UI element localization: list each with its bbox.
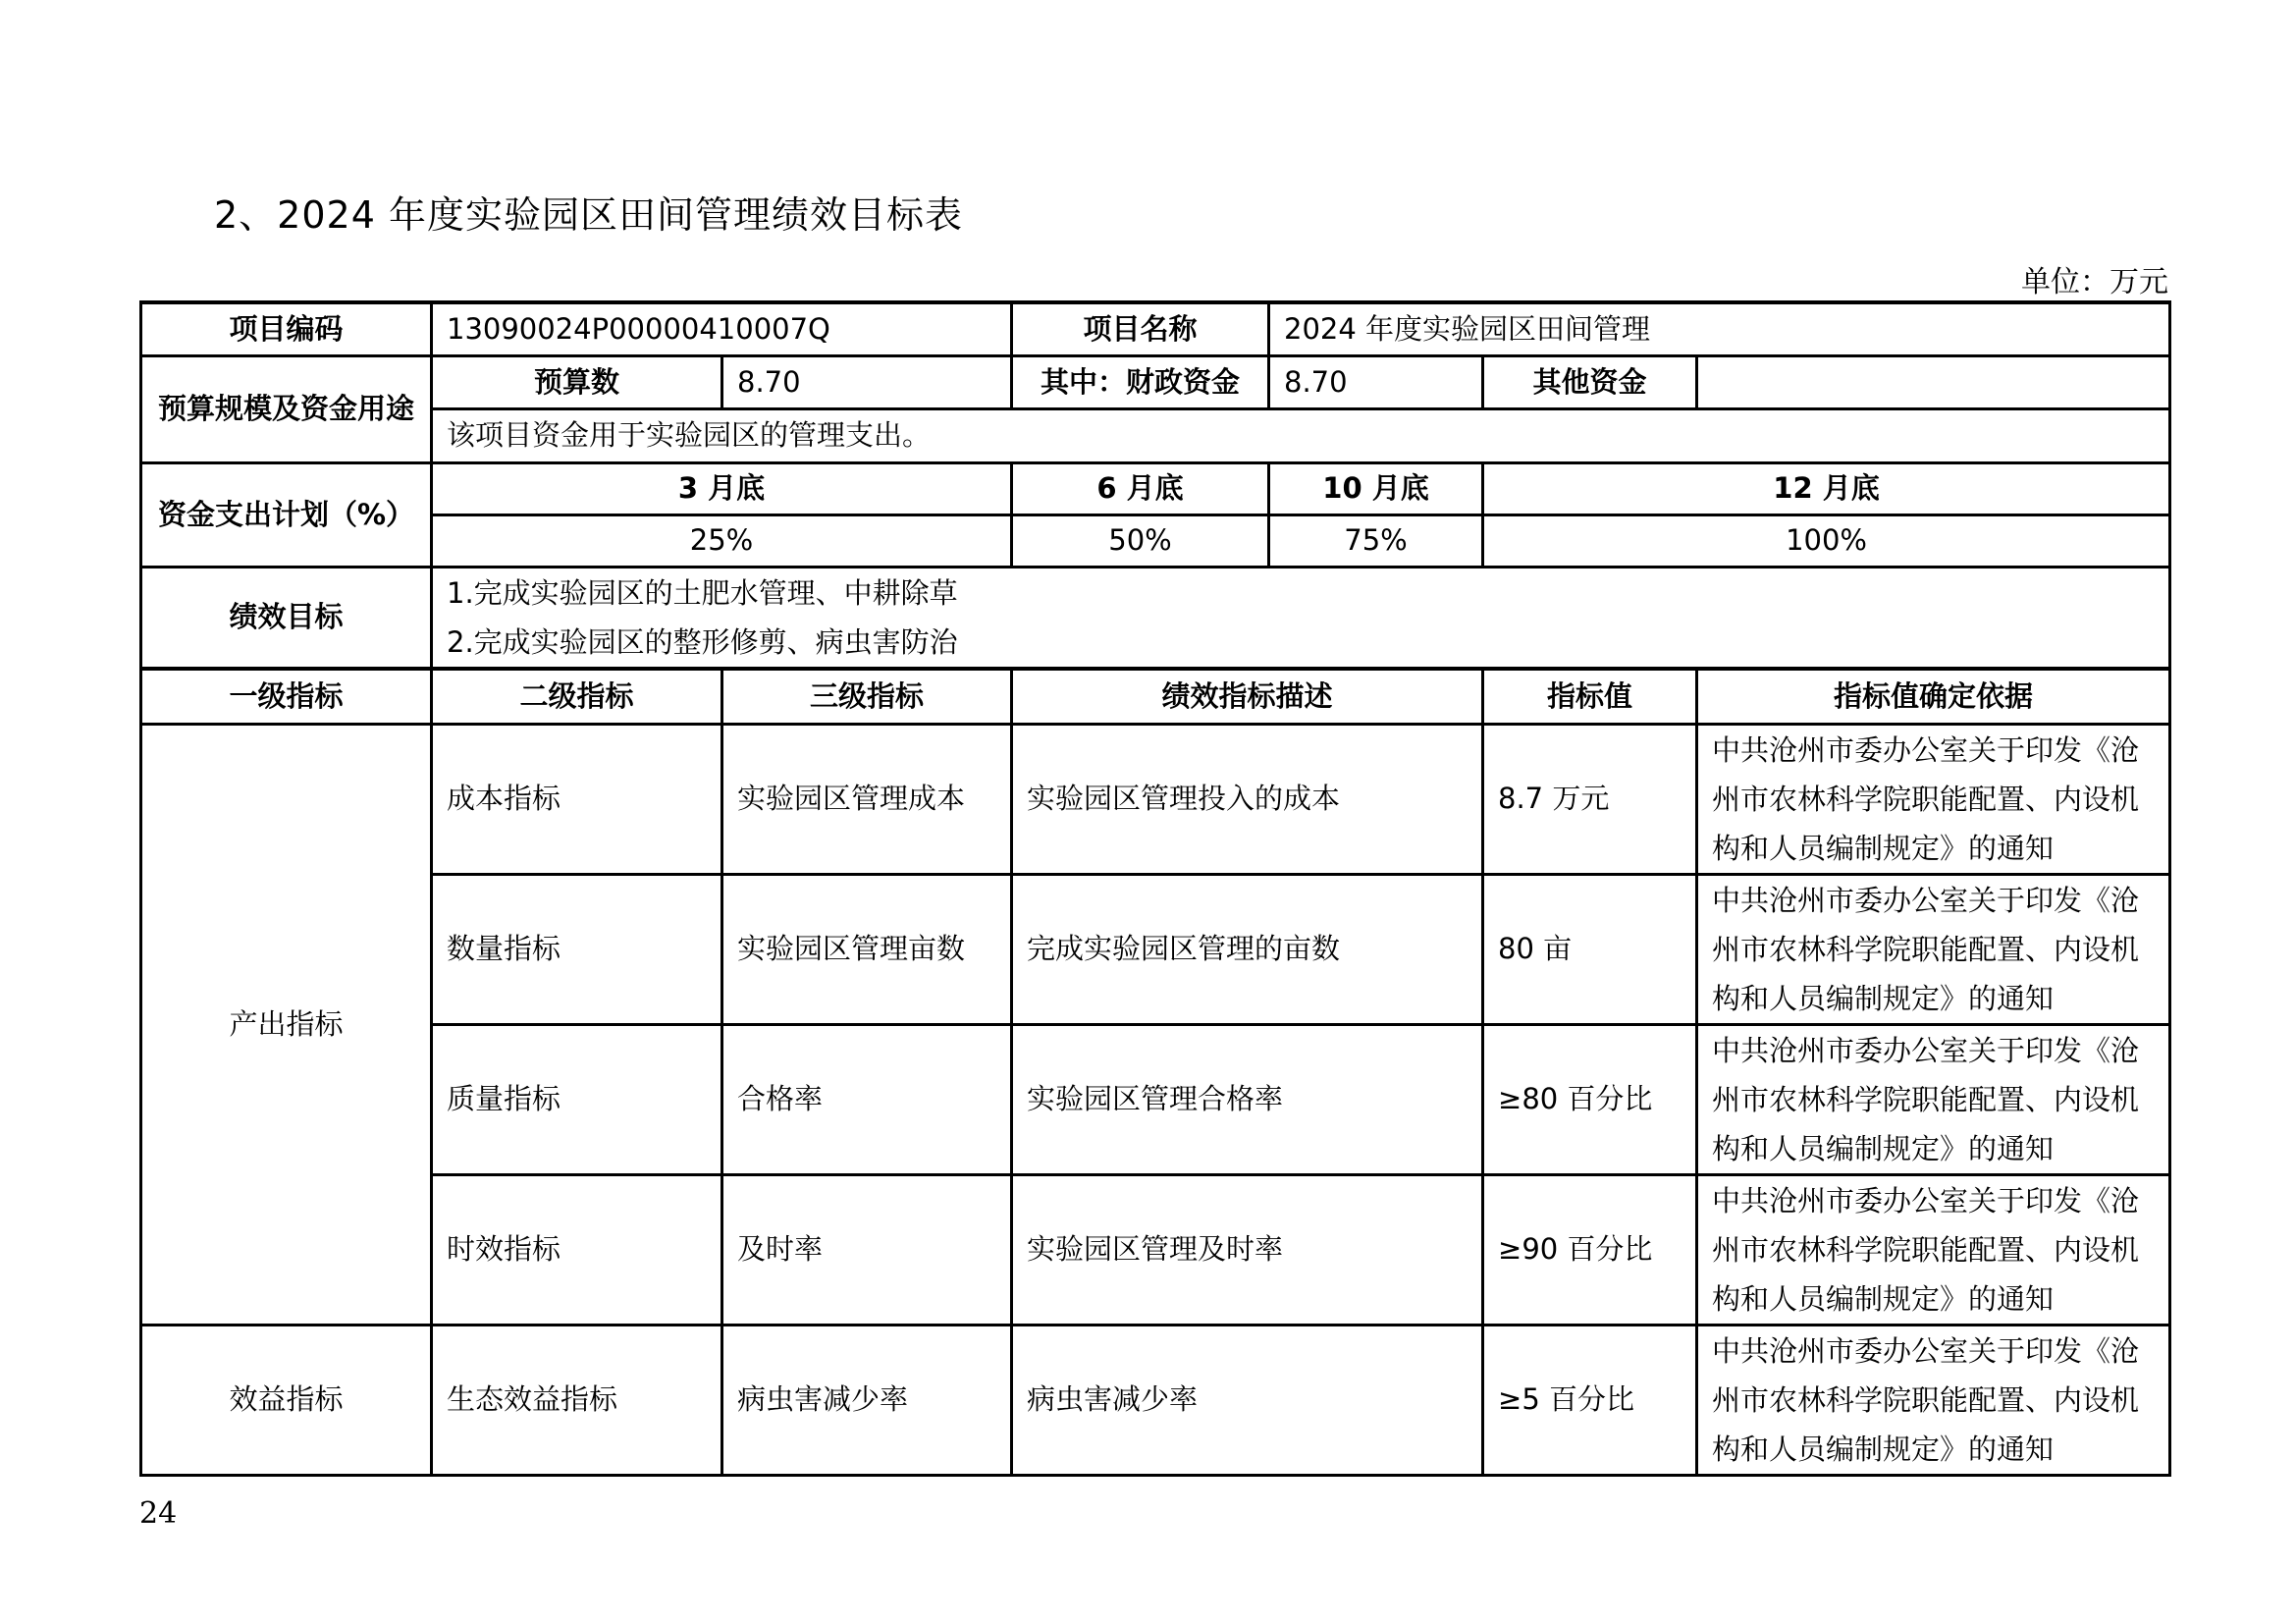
level3-cell: 及时率 xyxy=(722,1174,1012,1325)
level2-cell: 数量指标 xyxy=(432,874,722,1024)
basis-line: 州市农林科学院职能配置、内设机 xyxy=(1712,782,2140,816)
plan-values-row xyxy=(141,514,2170,567)
performance-goals-label: 绩效目标 xyxy=(141,567,432,669)
budget-amount-value: 8.70 xyxy=(722,355,1012,408)
budget-amount-label: 预算数 xyxy=(432,355,722,408)
plan-value-march: 25% xyxy=(432,514,1012,567)
header-value: 指标值 xyxy=(1483,669,1697,724)
header-basis: 指标值确定依据 xyxy=(1697,669,2170,724)
performance-target-table xyxy=(139,300,2171,1477)
budget-row xyxy=(141,355,2170,408)
description-cell: 实验园区管理及时率 xyxy=(1012,1174,1483,1325)
fiscal-fund-label: 其中：财政资金 xyxy=(1012,355,1269,408)
level3-cell: 合格率 xyxy=(722,1024,1012,1174)
header-level2: 二级指标 xyxy=(432,669,722,724)
basis-cell xyxy=(1697,1174,2170,1325)
project-code-value: 13090024P00000410007Q xyxy=(432,302,1012,355)
table-row xyxy=(141,724,2170,874)
basis-cell xyxy=(1697,724,2170,874)
plan-value-december: 100% xyxy=(1483,514,2170,567)
fiscal-fund-value: 8.70 xyxy=(1269,355,1483,408)
basis-line: 构和人员编制规定》的通知 xyxy=(1712,1131,2055,1165)
basis-line: 中共沧州市委办公室关于印发《沧 xyxy=(1712,1033,2140,1067)
basis-line: 州市农林科学院职能配置、内设机 xyxy=(1712,1382,2140,1417)
basis-line: 中共沧州市委办公室关于印发《沧 xyxy=(1712,732,2140,767)
level2-cell: 生态效益指标 xyxy=(432,1325,722,1475)
plan-period-december: 12 月底 xyxy=(1483,462,2170,514)
spending-plan-label: 资金支出计划（%） xyxy=(141,462,432,567)
goals-row xyxy=(141,567,2170,669)
description-cell: 病虫害减少率 xyxy=(1012,1325,1483,1475)
basis-line: 州市农林科学院职能配置、内设机 xyxy=(1712,1082,2140,1116)
basis-line: 州市农林科学院职能配置、内设机 xyxy=(1712,932,2140,966)
basis-line: 中共沧州市委办公室关于印发《沧 xyxy=(1712,1183,2140,1217)
header-description: 绩效指标描述 xyxy=(1012,669,1483,724)
level1-output: 产出指标 xyxy=(141,724,432,1325)
plan-period-october: 10 月底 xyxy=(1269,462,1483,514)
level3-cell: 病虫害减少率 xyxy=(722,1325,1012,1475)
goal-item: 1.完成实验园区的土肥水管理、中耕除草 xyxy=(447,575,958,610)
value-cell: ≥80 百分比 xyxy=(1483,1024,1697,1174)
header-level3: 三级指标 xyxy=(722,669,1012,724)
basis-cell xyxy=(1697,1325,2170,1475)
basis-cell xyxy=(1697,1024,2170,1174)
level3-cell: 实验园区管理亩数 xyxy=(722,874,1012,1024)
goal-item: 2.完成实验园区的整形修剪、病虫害防治 xyxy=(447,624,958,659)
indicator-header-row xyxy=(141,669,2170,724)
other-fund-label: 其他资金 xyxy=(1483,355,1697,408)
level3-cell: 实验园区管理成本 xyxy=(722,724,1012,874)
plan-period-march: 3 月底 xyxy=(432,462,1012,514)
value-cell: ≥90 百分比 xyxy=(1483,1174,1697,1325)
plan-period-june: 6 月底 xyxy=(1012,462,1269,514)
unit-label: 单位：万元 xyxy=(2021,265,2168,299)
project-name-value: 2024 年度实验园区田间管理 xyxy=(1269,302,2170,355)
basis-line: 构和人员编制规定》的通知 xyxy=(1712,1281,2055,1316)
plan-value-october: 75% xyxy=(1269,514,1483,567)
description-cell: 实验园区管理合格率 xyxy=(1012,1024,1483,1174)
plan-value-june: 50% xyxy=(1012,514,1269,567)
level2-cell: 质量指标 xyxy=(432,1024,722,1174)
level2-cell: 时效指标 xyxy=(432,1174,722,1325)
basis-line: 构和人员编制规定》的通知 xyxy=(1712,981,2055,1015)
table-row xyxy=(141,1174,2170,1325)
basis-line: 中共沧州市委办公室关于印发《沧 xyxy=(1712,1333,2140,1368)
basis-line: 构和人员编制规定》的通知 xyxy=(1712,831,2055,865)
purpose-row xyxy=(141,408,2170,462)
table-row xyxy=(141,874,2170,1024)
level2-cell: 成本指标 xyxy=(432,724,722,874)
table-row xyxy=(141,1024,2170,1174)
project-code-label: 项目编码 xyxy=(141,302,432,355)
document-title: 2、2024 年度实验园区田间管理绩效目标表 xyxy=(214,193,963,237)
plan-header-row xyxy=(141,462,2170,514)
basis-cell xyxy=(1697,874,2170,1024)
table-row xyxy=(141,1325,2170,1475)
description-cell: 完成实验园区管理的亩数 xyxy=(1012,874,1483,1024)
budget-label: 预算规模及资金用途 xyxy=(141,355,432,462)
header-level1: 一级指标 xyxy=(141,669,432,724)
value-cell: 8.7 万元 xyxy=(1483,724,1697,874)
project-name-label: 项目名称 xyxy=(1012,302,1269,355)
performance-goals-list xyxy=(432,567,2170,669)
other-fund-value xyxy=(1697,355,2170,408)
value-cell: ≥5 百分比 xyxy=(1483,1325,1697,1475)
project-row xyxy=(141,302,2170,355)
page-number: 24 xyxy=(139,1496,178,1531)
value-cell: 80 亩 xyxy=(1483,874,1697,1024)
level1-benefit: 效益指标 xyxy=(141,1325,432,1475)
basis-line: 州市农林科学院职能配置、内设机 xyxy=(1712,1232,2140,1267)
basis-line: 构和人员编制规定》的通知 xyxy=(1712,1432,2055,1466)
description-cell: 实验园区管理投入的成本 xyxy=(1012,724,1483,874)
basis-line: 中共沧州市委办公室关于印发《沧 xyxy=(1712,883,2140,917)
fund-purpose: 该项目资金用于实验园区的管理支出。 xyxy=(432,408,2170,462)
